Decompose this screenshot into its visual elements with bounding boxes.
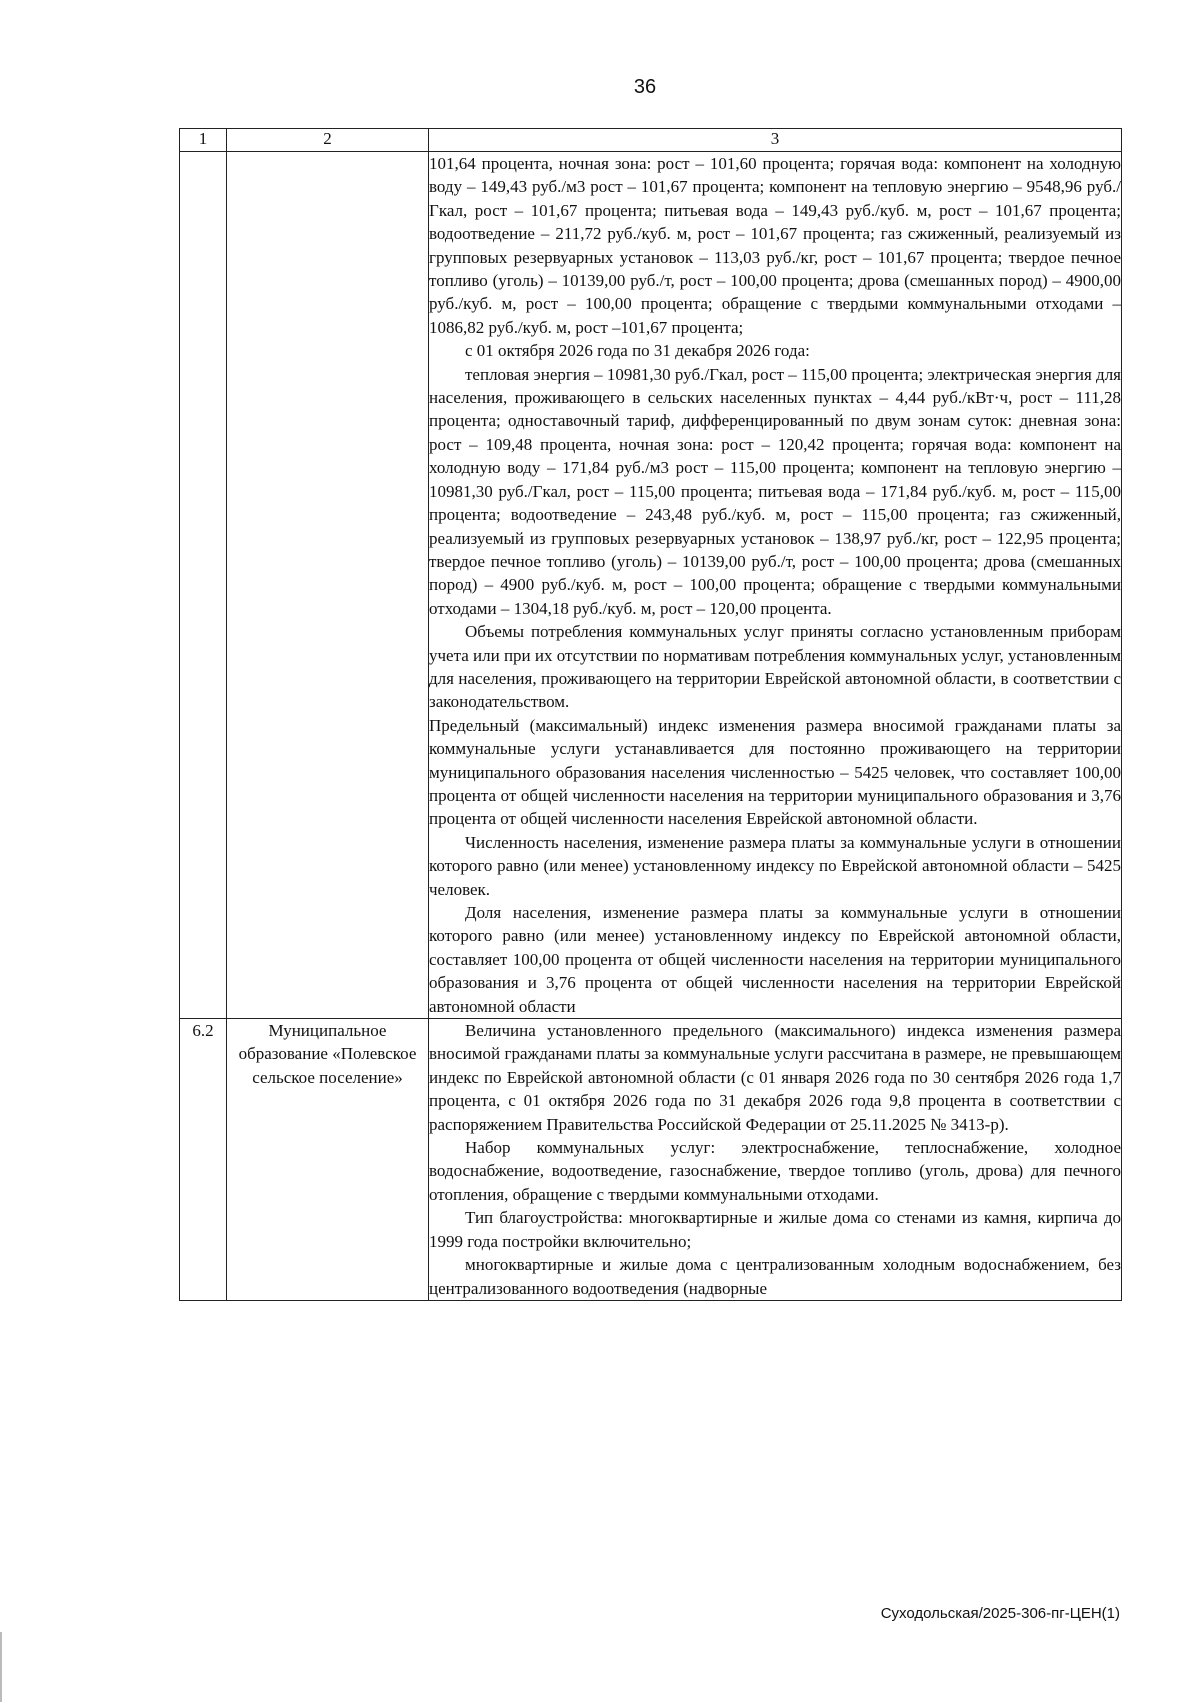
paragraph: Набор коммунальных услуг: электроснабжение, теплоснабжение, холодное водоснабжение, водоотведение, газоснабжение, твердое топливо (уголь, дрова) для печного отопления, обращение с твердыми коммунальными отходами. — [429, 1138, 1121, 1204]
cell-row-6-2-text — [429, 1019, 1122, 1301]
header-col-1: 1 — [180, 129, 227, 152]
table-header-row — [180, 129, 1122, 152]
cell-number-empty — [180, 152, 227, 1019]
scan-margin-mark — [0, 1632, 12, 1702]
header-col-2: 2 — [227, 129, 429, 152]
paragraph: с 01 октября 2026 года по 31 декабря 2026 года: — [465, 341, 810, 361]
table-row-continuation — [180, 152, 1122, 1019]
paragraph: Величина установленного предельного (максимального) индекса изменения размера вносимой гражданами платы за коммунальные услуги рассчитана в размере, не превышающем индекс по Еврейской автономной области (с 01 января 2026 года по 30 сентября 2026 года 1,7 процента, с 01 октября 2026 года по 31 декабря 2026 года 9,8 процента в соответствии с распоряжением Правительства Российской Федерации от 25.11.2025 № 3413-р). — [429, 1021, 1121, 1134]
document-code: Суходольская/2025-306-пг-ЦЕН(1) — [880, 1605, 1120, 1622]
paragraph: 101,64 процента, ночная зона: рост – 101,60 процента; горячая вода: компонент на холодную воду – 149,43 руб./м3 рост – 101,67 процента; компонент на тепловую энергию – 9548,96 руб./Гкал, рост – 101,67 процента; питьевая вода – 149,43 руб./куб. м, рост – 101,67 процента; водоотведение – 211,72 руб./куб. м, рост – 101,67 процента; газ сжиженный, реализуемый из групповых резервуарных установок – 113,03 руб./кг, рост – 101,67 процента; твердое печное топливо (уголь) – 10139,00 руб./т, рост – 100,00 процента; дрова (смешанных пород) – 4900,00 руб./куб. м, рост – 100,00 процента; обращение с твердыми коммунальными отходами – 1086,82 руб./куб. м, рост –101,67 процента; — [429, 154, 1121, 337]
paragraph: Доля населения, изменение размера платы за коммунальные услуги в отношении которого равно (или менее) установленному индексу по Еврейской автономной области, составляет 100,00 процента от общей численности населения на территории муниципального образования и 3,76 процента от общей численности населения на территории Еврейской автономной области — [429, 903, 1121, 1016]
paragraph: тепловая энергия – 10981,30 руб./Гкал, рост – 115,00 процента; электрическая энергия для населения, проживающего в сельских населенных пунктах – 4,44 руб./кВт·ч, рост – 111,28 процента; одноставочный тариф, дифференцированный по двум зонам суток: дневная зона: рост – 109,48 процента, ночная зона: рост – 120,42 процента; горячая вода: компонент на холодную воду – 171,84 руб./м3 рост – 115,00 процента; компонент на тепловую энергию – 10981,30 руб./Гкал, рост – 115,00 процента; питьевая вода – 171,84 руб./куб. м, рост – 115,00 процента; водоотведение – 243,48 руб./куб. м, рост – 115,00 процента; газ сжиженный, реализуемый из групповых резервуарных установок – 138,97 руб./кг, рост – 122,95 процента; твердое печное топливо (уголь) – 10139,00 руб./т, рост – 100,00 процента; дрова (смешанных пород) – 4900 руб./куб. м, рост – 100,00 процента; обращение с твердыми коммунальными отходами – 1304,18 руб./куб. м, рост – 120,00 процента. — [429, 364, 1121, 618]
cell-continuation-text — [429, 152, 1122, 1019]
paragraph: Численность населения, изменение размера платы за коммунальные услуги в отношении которого равно (или менее) установленному индексу по Еврейской автономной области – 5425 человек. — [429, 832, 1121, 899]
paragraph: многоквартирные и жилые дома с централизованным холодным водоснабжением, без централизованного водоотведения (надворные — [429, 1255, 1121, 1298]
row-number: 6.2 — [180, 1019, 227, 1301]
table-row-6-2 — [180, 1019, 1122, 1301]
municipality-name: Муниципальное образование «Полевское сельское поселение» — [227, 1019, 429, 1301]
cell-municipality-empty — [227, 152, 429, 1019]
paragraph: Предельный (максимальный) индекс изменения размера вносимой гражданами платы за коммунальные услуги устанавливается для постоянно проживающего на территории муниципального образования населения численностью – 5425 человек, что составляет 100,00 процента от общей численности населения на территории муниципального образования и 3,76 процента от общей численности населения Еврейской автономной области. — [429, 715, 1121, 829]
document-table — [179, 128, 1122, 1301]
page-number: 36 — [633, 76, 657, 98]
paragraph: Тип благоустройства: многоквартирные и жилые дома со стенами из камня, кирпича до 1999 года постройки включительно; — [429, 1208, 1121, 1251]
paragraph: Объемы потребления коммунальных услуг приняты согласно установленным приборам учета или при их отсутствии по нормативам потребления коммунальных услуг, установленным для населения, проживающего на территории Еврейской автономной области, в соответствии с законодательством. — [429, 622, 1121, 712]
header-col-3: 3 — [429, 129, 1122, 152]
